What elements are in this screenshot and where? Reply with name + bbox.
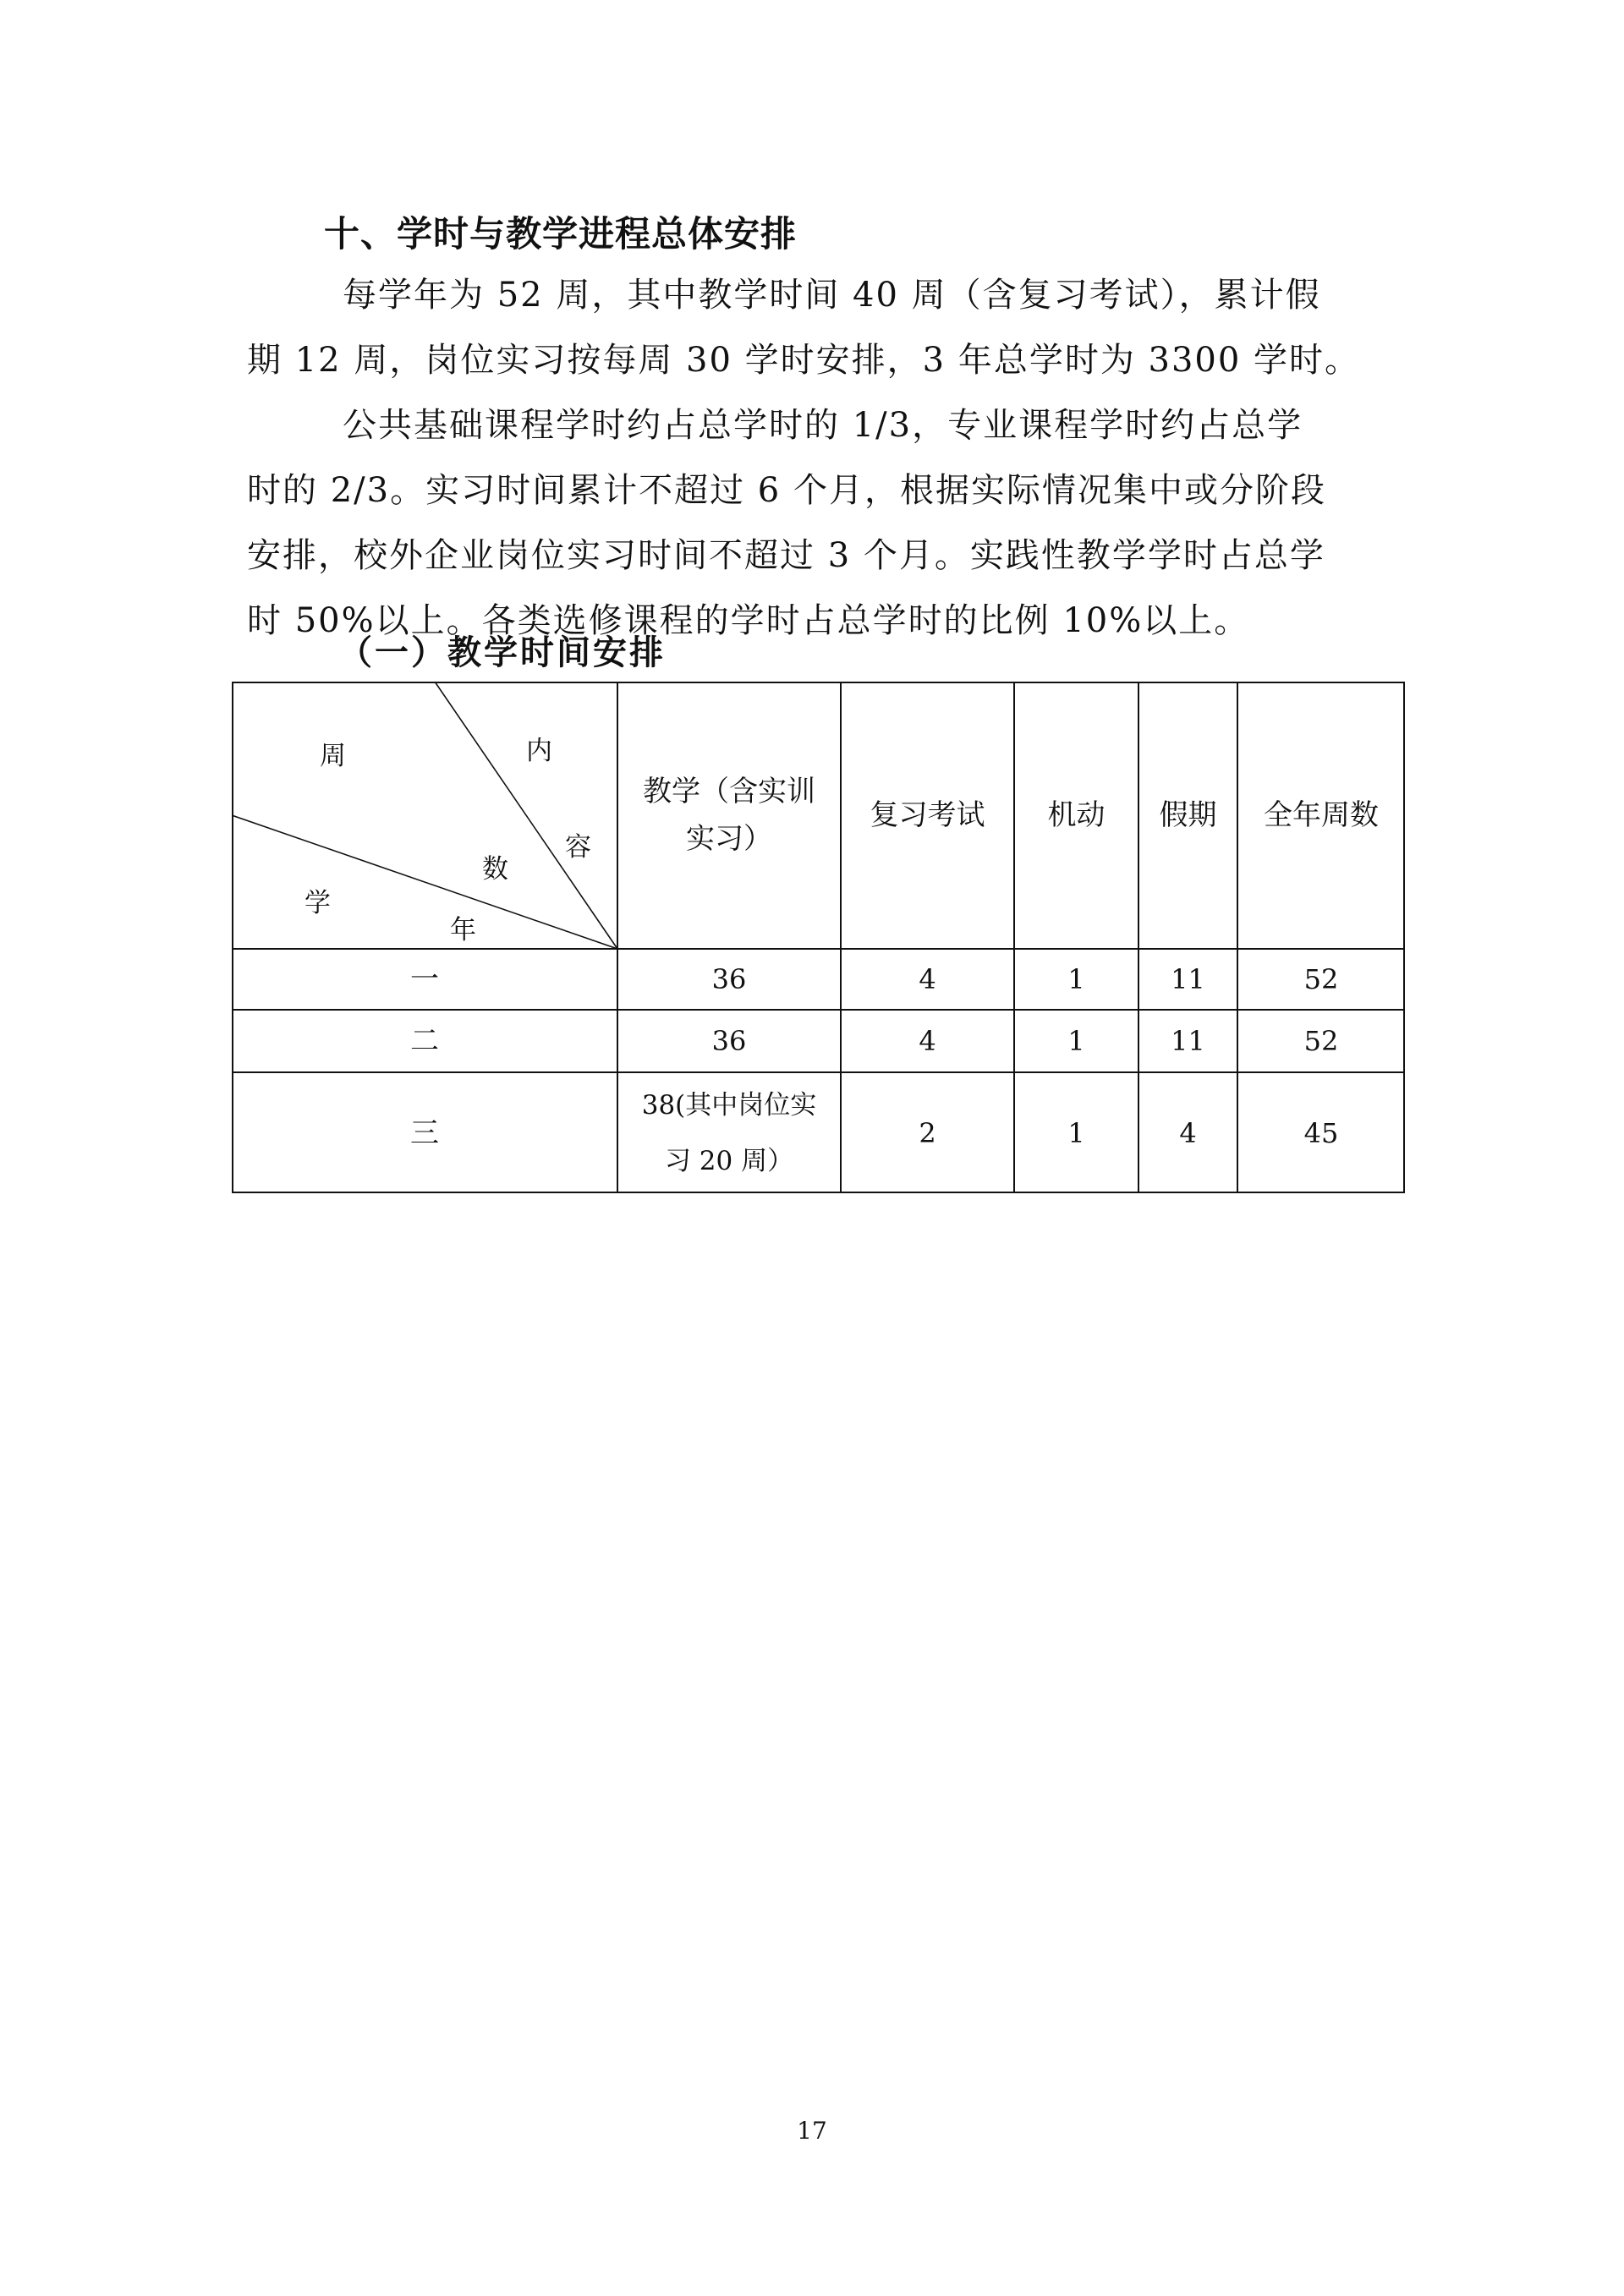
corner-label-shu: 数 [482, 854, 508, 885]
teaching-time-table [232, 682, 1405, 1193]
row3-teaching-line: 38(其中岗位实 [641, 1089, 817, 1121]
corner-label-zhou: 周 [320, 741, 346, 771]
row2-total: 52 [1303, 1025, 1339, 1057]
paragraph-line: 每学年为 52 周，其中教学时间 40 周（含复习考试），累计假 [343, 276, 1321, 315]
row2-year: 二 [410, 1024, 439, 1058]
header-teaching-line: 实习） [686, 822, 772, 856]
paragraph-line: 公共基础课程学时约占总学时的 1/3，专业课程学时约占总学 [343, 406, 1303, 445]
row3-year: 三 [410, 1115, 439, 1150]
header-teaching-line: 教学（含实训 [643, 775, 815, 808]
row2-vacation: 11 [1171, 1025, 1205, 1057]
header-vacation: 假期 [1159, 798, 1217, 832]
corner-label-rong: 容 [565, 832, 591, 863]
row3-total: 45 [1303, 1116, 1339, 1149]
paragraph-line: 时的 2/3。实习时间累计不超过 6 个月，根据实际情况集中或分阶段 [247, 471, 1326, 510]
paragraph-line: 时 50%以上。各类选修课程的学时占总学时的比例 10%以上。 [247, 601, 1250, 640]
corner-label-nei: 内 [526, 736, 552, 766]
row2-review: 4 [919, 1025, 936, 1057]
paragraph-line: 期 12 周，岗位实习按每周 30 学时安排，3 年总学时为 3300 学时。 [247, 341, 1361, 380]
paragraph-weeks [247, 263, 1396, 393]
row1-total: 52 [1303, 963, 1339, 995]
row3-teaching-line: 习 20 周） [664, 1145, 794, 1176]
row3-flexible: 1 [1067, 1116, 1085, 1149]
row1-vacation: 11 [1171, 963, 1205, 995]
subsection-heading: （一）教学时间安排 [338, 633, 666, 672]
paragraph-line: 安排，校外企业岗位实习时间不超过 3 个月。实践性教学学时占总学 [247, 536, 1325, 575]
corner-label-xue: 学 [304, 888, 331, 918]
row3-vacation: 4 [1179, 1116, 1197, 1149]
row2-flexible: 1 [1067, 1025, 1085, 1057]
row1-review: 4 [919, 963, 936, 995]
row3-teaching [617, 1072, 841, 1193]
row1-year: 一 [410, 962, 439, 996]
page-number: 17 [797, 2117, 827, 2145]
row3-review: 2 [919, 1116, 936, 1149]
corner-label-nian: 年 [450, 915, 476, 945]
row1-flexible: 1 [1067, 963, 1085, 995]
header-flexible: 机动 [1047, 798, 1106, 832]
section-heading: 十、学时与教学进程总体安排 [324, 213, 798, 255]
header-teaching [617, 682, 841, 949]
header-total: 全年周数 [1264, 798, 1379, 832]
paragraph-hours [247, 393, 1396, 654]
row1-teaching: 36 [711, 963, 747, 995]
row2-teaching: 36 [711, 1025, 747, 1057]
header-review: 复习考试 [870, 798, 985, 832]
